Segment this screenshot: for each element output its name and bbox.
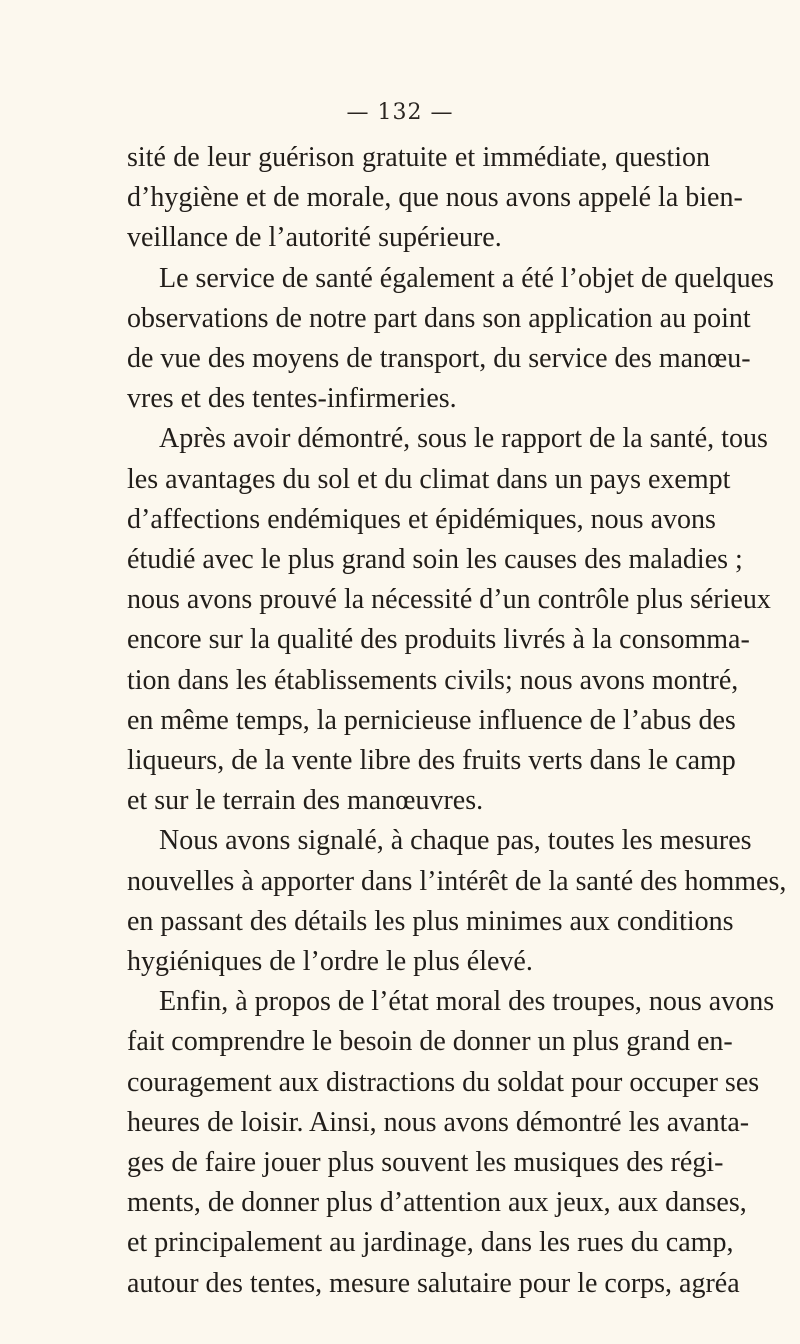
text-line: nous avons prouvé la nécessité d’un contrôle plus sérieux: [127, 584, 771, 616]
text-line: de vue des moyens de transport, du service des manœu-: [127, 343, 751, 375]
text-line: liqueurs, de la vente libre des fruits verts dans le camp: [127, 745, 736, 777]
text-line: fait comprendre le besoin de donner un plus grand en-: [127, 1026, 733, 1058]
text-line: veillance de l’autorité supérieure.: [127, 222, 502, 254]
text-line: étudié avec le plus grand soin les causes des maladies ;: [127, 544, 743, 576]
text-line: en passant des détails les plus minimes aux conditions: [127, 905, 734, 937]
text-line: les avantages du sol et du climat dans un pays exempt: [127, 463, 731, 495]
text-line: autour des tentes, mesure salutaire pour le corps, agréa: [127, 1267, 740, 1299]
text-line: et principalement au jardinage, dans les rues du camp,: [127, 1227, 734, 1259]
text-line: vres et des tentes-infirmeries.: [127, 383, 457, 415]
body-text: [127, 138, 787, 1304]
text-line: heures de loisir. Ainsi, nous avons démontré les avanta-: [127, 1106, 750, 1138]
text-line: hygiéniques de l’ordre le plus élevé.: [127, 946, 533, 978]
text-line: sité de leur guérison gratuite et immédiate, question: [127, 142, 710, 173]
text-line: encore sur la qualité des produits livrés à la consomma-: [127, 624, 750, 656]
text-line: et sur le terrain des manœuvres.: [127, 785, 484, 817]
text-line: Enfin, à propos de l’état moral des troupes, nous avons: [159, 986, 775, 1018]
text-line: ments, de donner plus d’attention aux jeux, aux danses,: [127, 1187, 747, 1219]
text-line: Après avoir démontré, sous le rapport de la santé, tous: [159, 423, 768, 455]
text-line: couragement aux distractions du soldat pour occuper ses: [127, 1066, 760, 1098]
page-number: — 132 —: [346, 100, 454, 125]
text-line: tion dans les établissements civils; nous avons montré,: [127, 664, 739, 696]
text-line: en même temps, la pernicieuse influence de l’abus des: [127, 704, 736, 736]
text-line: d’hygiène et de morale, que nous avons appelé la bien-: [127, 182, 743, 214]
text-line: Nous avons signalé, à chaque pas, toutes les mesures: [159, 825, 752, 857]
text-line: observations de notre part dans son application au point: [127, 302, 751, 334]
text-line: Le service de santé également a été l’objet de quelques: [159, 262, 774, 294]
text-line: d’affections endémiques et épidémiques, nous avons: [127, 503, 716, 535]
text-line: ges de faire jouer plus souvent les musiques des régi-: [127, 1147, 724, 1179]
text-line: nouvelles à apporter dans l’intérêt de la santé des hommes,: [127, 865, 787, 897]
